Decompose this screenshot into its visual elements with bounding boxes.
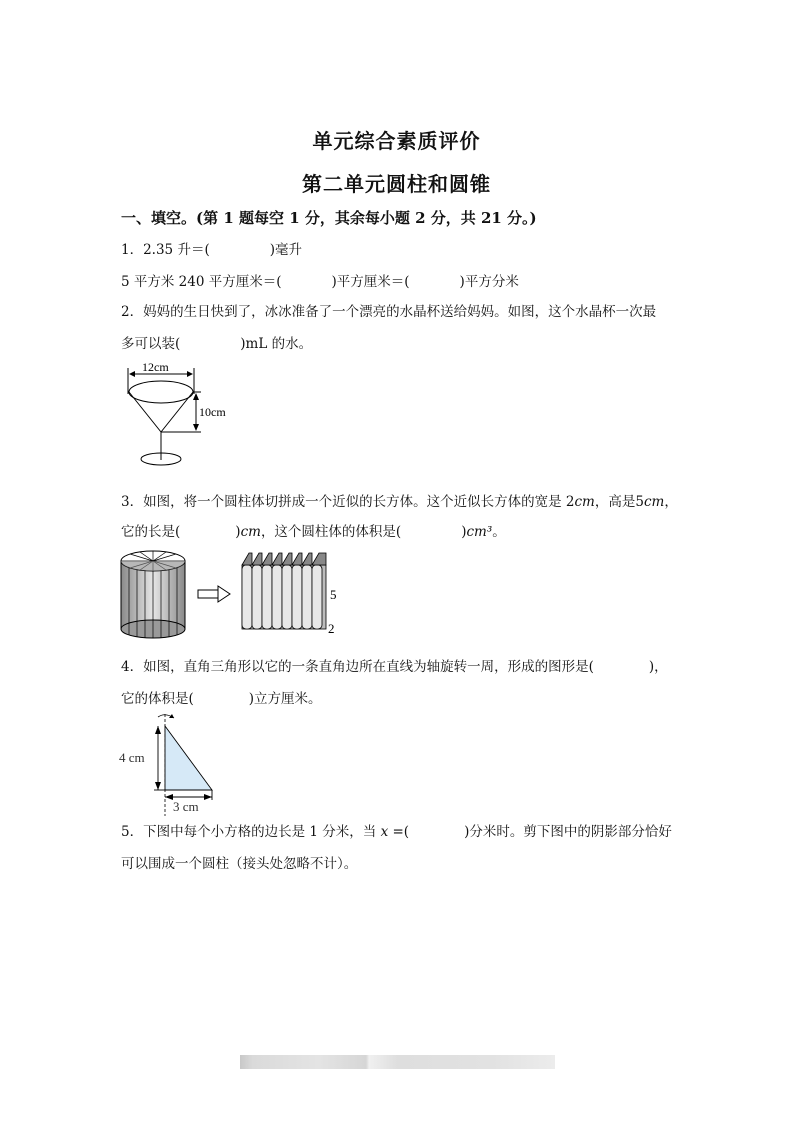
question-5-line-2: 可以围成一个圆柱（接头处忽略不计）。: [121, 856, 358, 872]
q2-text: 多可以装(: [121, 336, 181, 352]
horizontal-leg-label: 3 cm: [173, 799, 199, 814]
unit: cm: [574, 494, 595, 510]
question-2-line-1: 2．妈妈的生日快到了，冰冰准备了一个漂亮的水晶杯送给妈妈。如图，这个水晶杯一次最: [121, 304, 657, 320]
diameter-label: 12cm: [142, 360, 169, 374]
vertical-leg-label: 4 cm: [119, 750, 145, 765]
q5-text: 5．下图中每个小方格的边长是 1 分米，当: [121, 824, 381, 840]
q1-text: )平方分米: [459, 274, 519, 290]
unit: cm³: [466, 524, 493, 540]
unit: cm: [240, 524, 261, 540]
q2-text: )mL 的水。: [240, 336, 313, 352]
q4-text: )立方厘米。: [248, 691, 322, 707]
unit-subtitle: 第二单元圆柱和圆锥: [302, 172, 491, 196]
question-4-line-1: [121, 655, 668, 675]
right-triangle-figure: [118, 712, 228, 817]
page-title: 单元综合素质评价: [312, 129, 481, 153]
q3-text: ，: [664, 494, 678, 510]
question-2-line-2: [121, 332, 312, 352]
q4-text: 4．如图，直角三角形以它的一条直角边所在直线为轴旋转一周，形成的图形是(: [121, 659, 594, 675]
unit: cm: [643, 494, 665, 510]
q3-text: 。: [492, 524, 506, 540]
q3-value: 5: [635, 494, 644, 510]
cylinder-cut-figure: [118, 545, 358, 640]
height-label: 5: [330, 587, 337, 602]
question-5-line-1: [121, 820, 672, 840]
variable-x: x: [380, 824, 389, 840]
q3-text: 它的长是(: [121, 524, 181, 540]
height-label: 10cm: [199, 405, 226, 419]
q1-text: )平方厘米＝(: [331, 274, 410, 290]
blurred-footer-watermark: [240, 1055, 555, 1069]
q5-text: =(: [388, 824, 410, 840]
question-3-line-2: 它的长是( )cm，这个圆柱体的体积是( )cm³。: [121, 524, 506, 540]
q3-text: 3．如图，将一个圆柱体切拼成一个近似的长方体。这个近似长方体的宽是: [121, 494, 566, 510]
question-4-line-2: [121, 687, 322, 707]
question-3-line-1: [121, 490, 678, 510]
q4-text: )，: [648, 659, 668, 675]
wine-glass-figure: [118, 360, 238, 472]
q1-text: )毫升: [269, 242, 302, 258]
q1-text: 1．2.35 升＝(: [121, 242, 210, 258]
q3-text: ，这个圆柱体的体积是(: [260, 524, 402, 540]
question-1-line-1: [121, 238, 302, 258]
width-label: 2: [328, 621, 335, 636]
q5-text: )分米时。剪下图中的阴影部分恰好: [464, 824, 672, 840]
q4-text: 它的体积是(: [121, 691, 194, 707]
question-1-line-2: [121, 270, 519, 290]
q3-value: 2: [565, 494, 575, 510]
q1-text: 5 平方米 240 平方厘米＝(: [121, 274, 282, 290]
section-heading: 一、填空。(第 1 题每空 1 分，其余每小题 2 分，共 21 分。): [121, 209, 537, 227]
q3-text: ，高是: [594, 494, 636, 510]
